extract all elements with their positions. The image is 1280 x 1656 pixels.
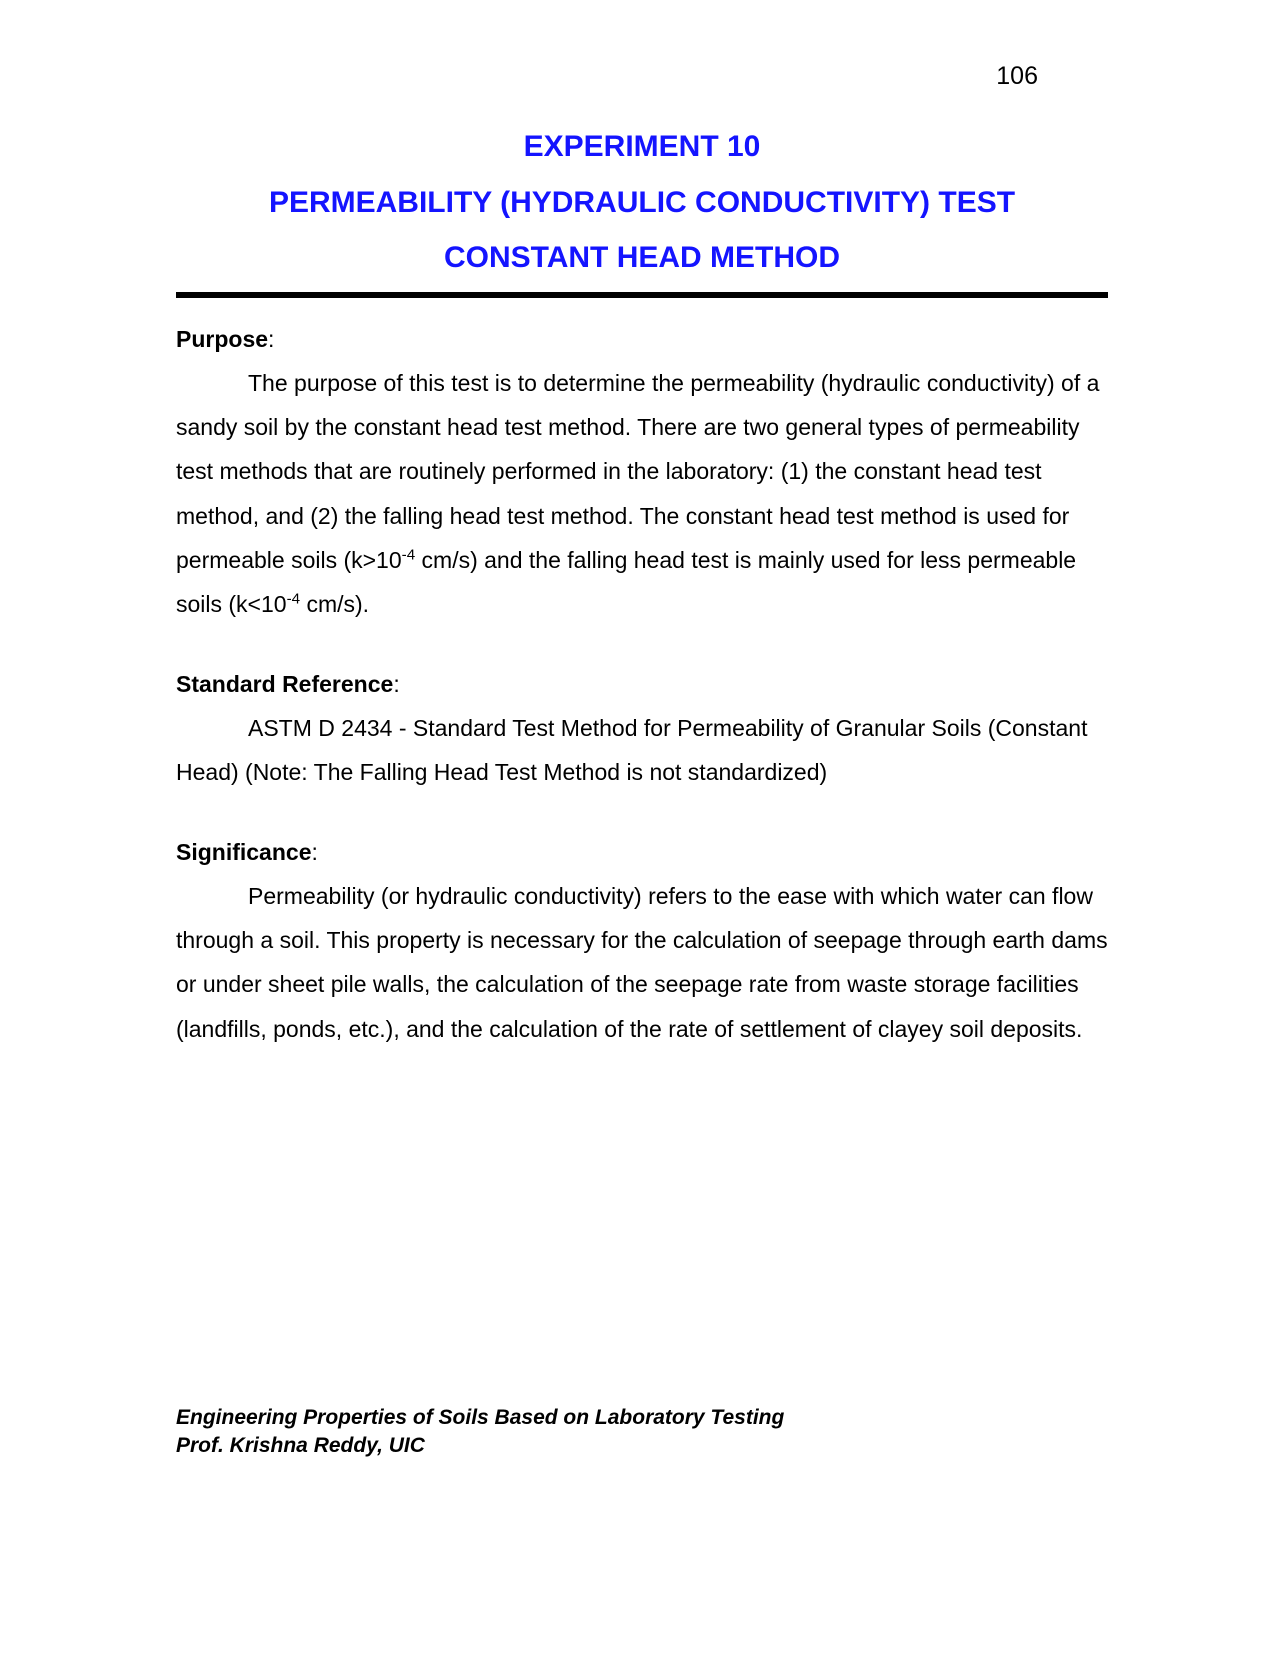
purpose-heading-colon: : [268, 325, 275, 352]
experiment-title: EXPERIMENT 10 [523, 130, 761, 163]
method-title: CONSTANT HEAD METHOD [443, 241, 841, 274]
document-title-block [176, 130, 1108, 276]
standard-reference-heading-colon: : [393, 670, 400, 697]
significance-text: Permeability (or hydraulic conductivity) refers to the ease with which water can flow through a soil. This property is necessary for the calculation of seepage through earth dams or under sheet pile walls, the calculation of the seepage rate from waste storage facilities (landfills, ponds, etc.), and the calculation of the rate of settlement of clayey soil deposits. [176, 882, 1108, 1042]
standard-reference-heading [176, 671, 1108, 698]
purpose-text-part1: The purpose of this test is to determine the permeability (hydraulic conductivity) of a sandy soil by the constant head test method. There are two general types of permeability test methods that are routinely performed in the laboratory: (1) the constant head test method, and (2) the falling head test method. The constant head test method is used for permeable soils (k>10 [176, 369, 1100, 573]
title-divider [176, 292, 1108, 298]
significance-paragraph [176, 874, 1108, 1052]
standard-reference-paragraph [176, 706, 1108, 795]
section-gap-2 [176, 795, 1108, 839]
purpose-heading-label: Purpose [176, 325, 269, 352]
purpose-text-part3: cm/s). [300, 591, 370, 618]
footer-book-title: Engineering Properties of Soils Based on Laboratory Testing [176, 1406, 785, 1429]
purpose-heading [176, 326, 1108, 353]
test-title: PERMEABILITY (HYDRAULIC CONDUCTIVITY) TEST [268, 185, 1016, 219]
standard-reference-text: ASTM D 2434 - Standard Test Method for Permeability of Granular Soils (Constant Head) (Note: The Falling Head Test Method is not standardized) [176, 714, 1088, 786]
footer-author: Prof. Krishna Reddy, UIC [176, 1434, 425, 1458]
section-gap-1 [176, 627, 1108, 671]
purpose-exponent-1: -4 [401, 546, 416, 564]
significance-heading [176, 839, 1108, 866]
purpose-exponent-2: -4 [286, 590, 301, 608]
document-content [176, 130, 1108, 1051]
page-number: 106 [996, 62, 1038, 90]
page-footer [176, 1404, 784, 1461]
purpose-paragraph [176, 361, 1108, 627]
significance-heading-colon: : [311, 838, 318, 865]
purpose-text-part2: cm/s) and the falling head test is mainly used for less permeable soils (k<10 [176, 547, 1077, 618]
significance-heading-label: Significance [176, 838, 312, 865]
standard-reference-heading-label: Standard Reference [176, 670, 394, 697]
